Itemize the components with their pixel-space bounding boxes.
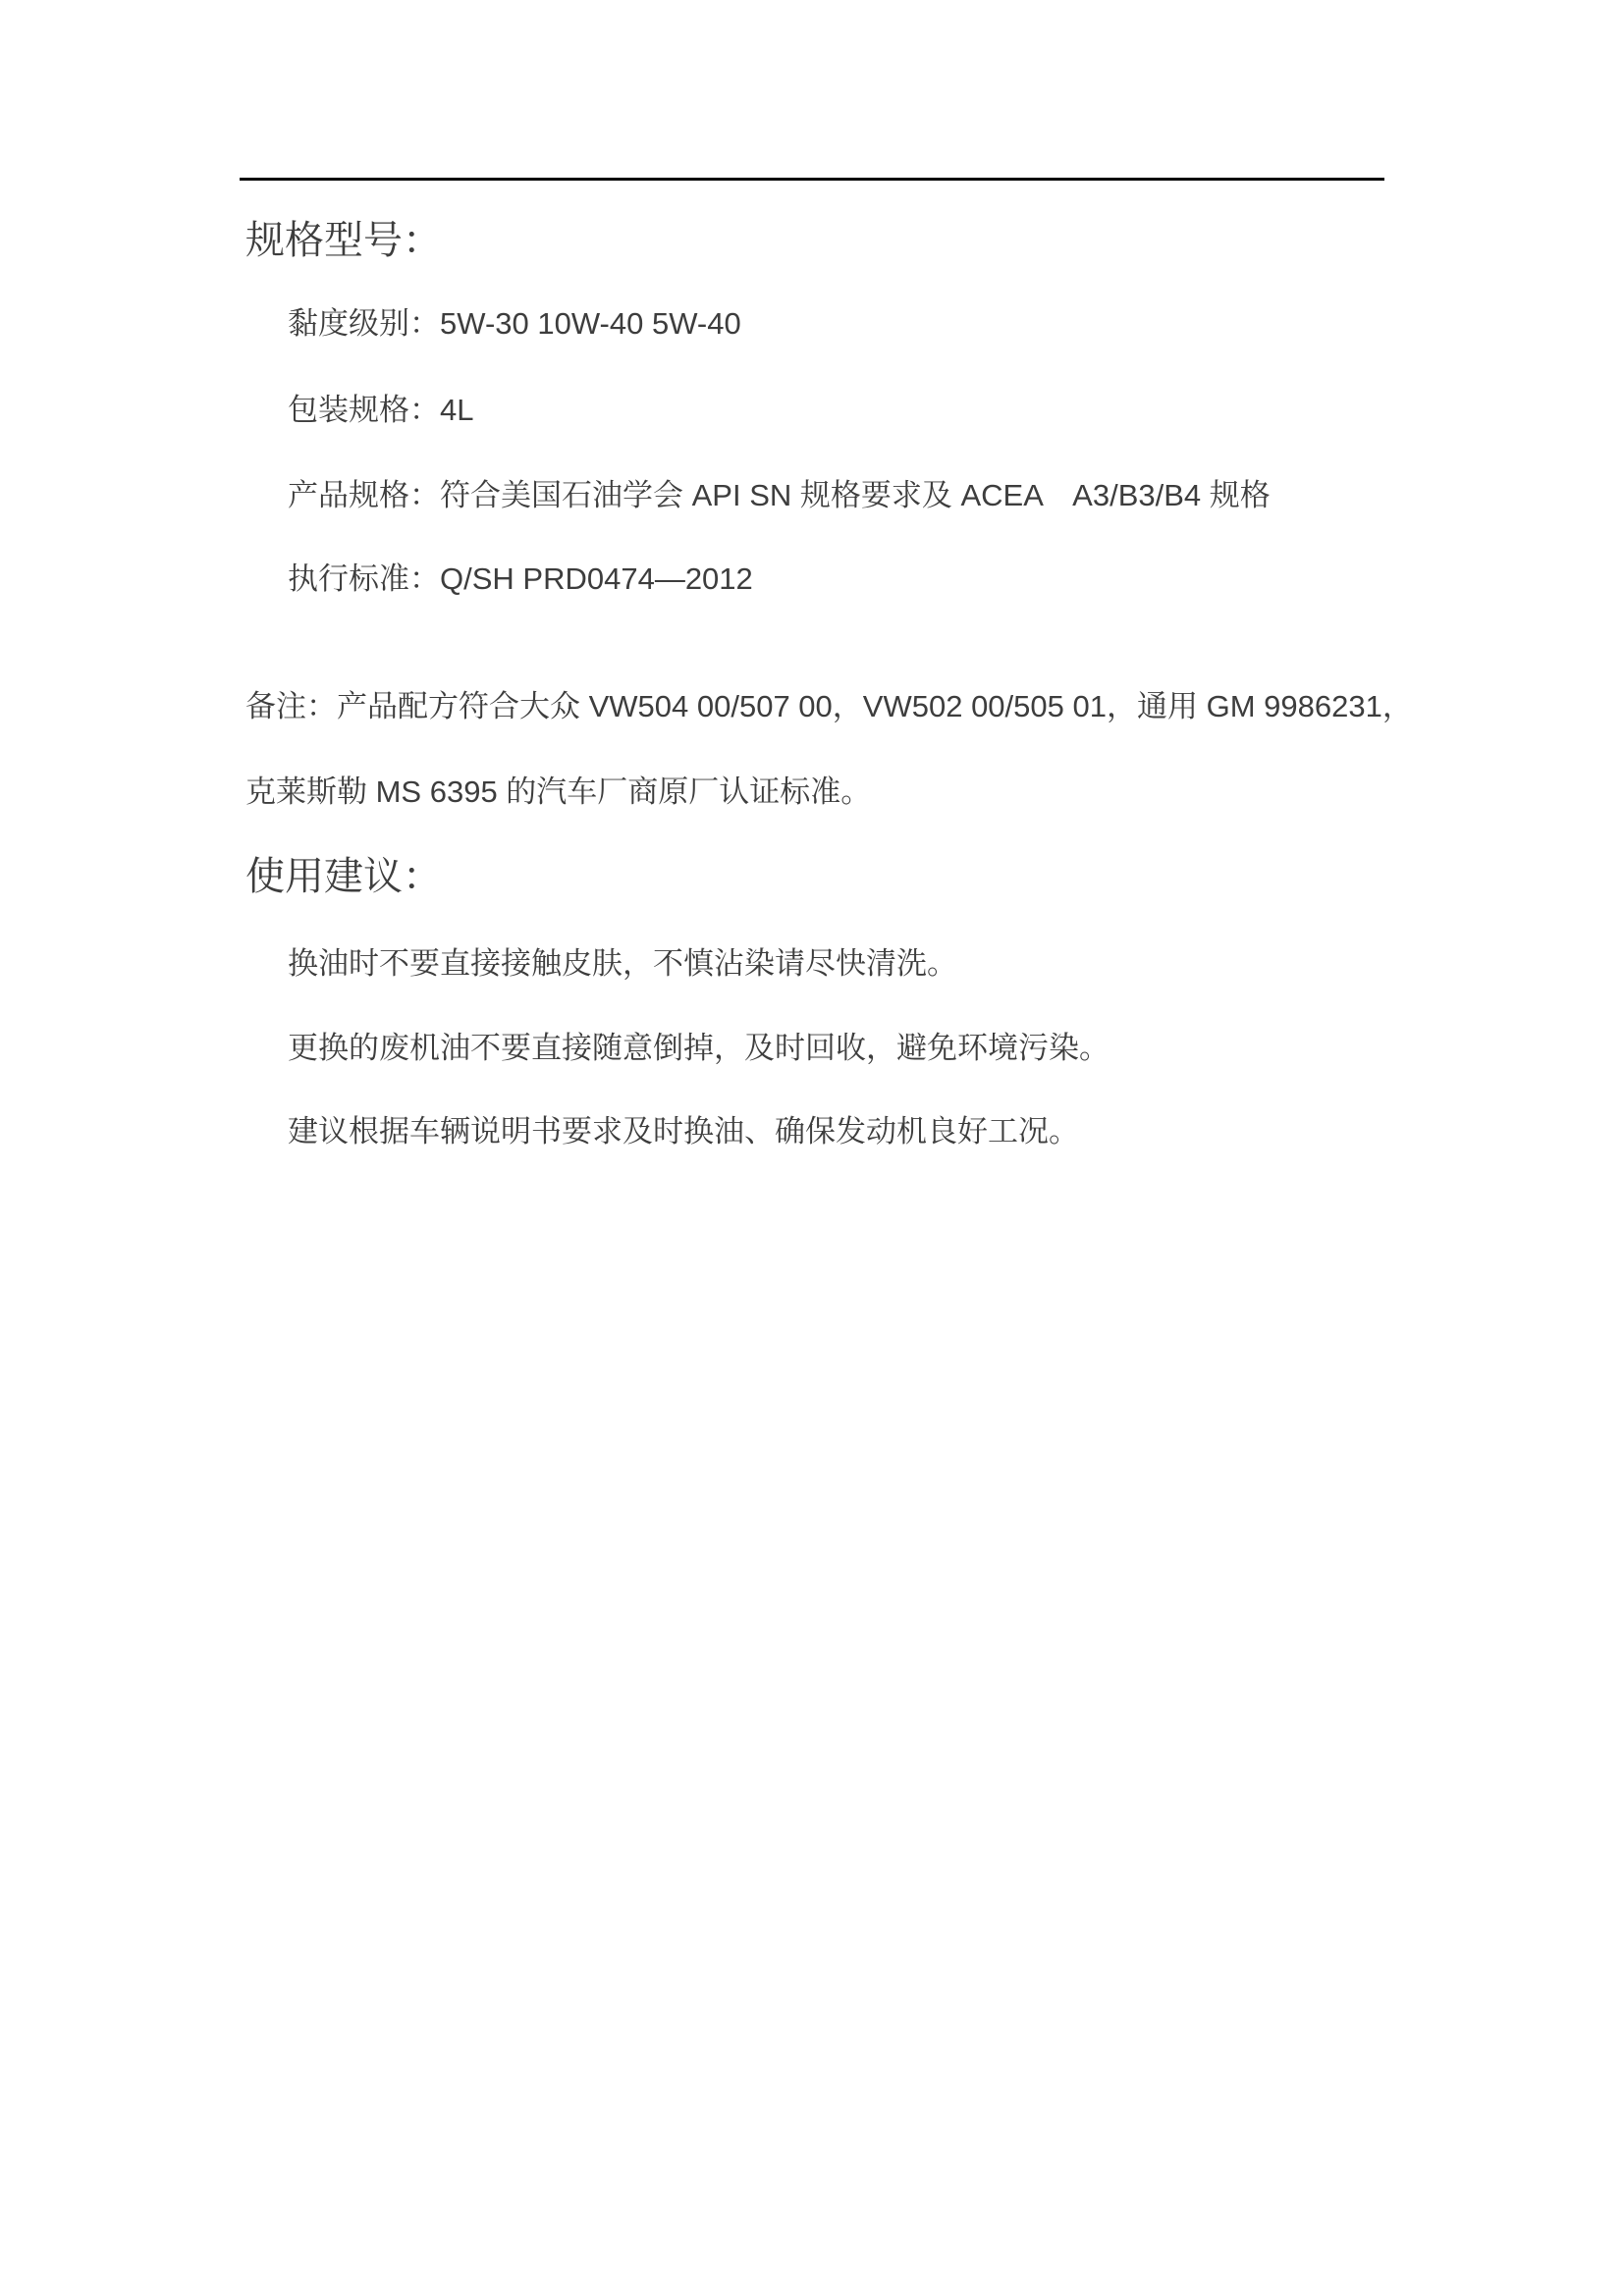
spec-line-package-size: 包装规格：4L [288, 393, 474, 427]
spec-line-product-standard: 产品规格：符合美国石油学会 API SN 规格要求及 ACEA A3/B3/B4 规格 [288, 478, 1271, 512]
spec-line-execution-standard: 执行标准：Q/SH PRD0474—2012 [288, 561, 753, 596]
remark-paragraph-line-1: 备注：产品配方符合大众 VW504 00/507 00，VW502 00/505 01，通用 GM 9986231， [245, 689, 1413, 723]
section-heading-usage-advice: 使用建议： [245, 855, 442, 898]
remark-paragraph-line-2: 克莱斯勒 MS 6395 的汽车厂商原厂认证标准。 [245, 774, 872, 809]
heading-top-rule [240, 178, 1384, 181]
section-heading-specs: 规格型号： [245, 219, 442, 262]
usage-line-waste-oil-recycle: 更换的废机油不要直接随意倒掉，及时回收，避免环境污染。 [288, 1031, 1110, 1065]
usage-line-skin-contact: 换油时不要直接接触皮肤，不慎沾染请尽快清洗。 [288, 946, 957, 981]
spec-line-viscosity-grade: 黏度级别：5W-30 10W-40 5W-40 [288, 306, 741, 341]
usage-line-change-oil-on-time: 建议根据车辆说明书要求及时换油、确保发动机良好工况。 [288, 1114, 1079, 1148]
